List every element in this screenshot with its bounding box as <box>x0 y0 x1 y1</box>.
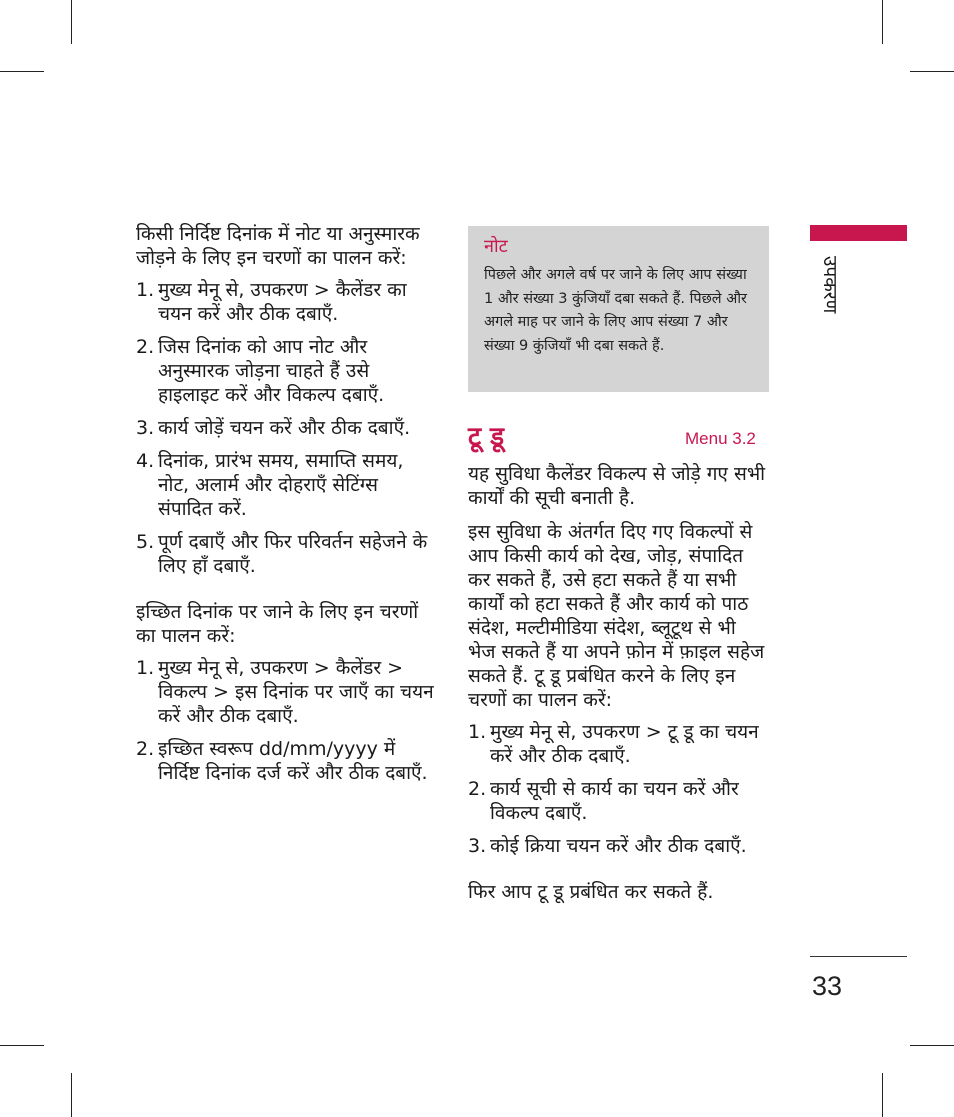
list-item: 1. मुख्य मेनू से, उपकरण > टू डू का चयन करें और ठीक दबाएँ. <box>468 721 759 767</box>
note-title: नोट <box>484 236 508 257</box>
crop-mark <box>882 0 883 44</box>
crop-mark <box>0 71 44 72</box>
steps-add-note <box>136 278 436 578</box>
list-item: 3. कार्य जोड़ें चयन करें और ठीक दबाएँ. <box>136 417 411 439</box>
chapter-tab-label: उपकरण <box>819 256 841 314</box>
list-item: 4. दिनांक, प्रारंभ समय, समाप्ति समय, नोट, अलार्म और दोहराएँ सेटिंग्स संपादित करें. <box>136 450 404 520</box>
note-body: पिछले और अगले वर्ष पर जाने के लिए आप संख्या 1 और संख्या 3 कुंजियाँ दबा सकते हैं. पिछले और अगले माह पर जाने के लिए आप संख्या 7 और संख्या 9 कुंजियाँ भी दबा सकते हैं. <box>484 267 747 354</box>
section-title: टू डू <box>468 422 505 452</box>
steps-todo <box>468 720 768 858</box>
section-menu-number: Menu 3.2 <box>685 429 756 448</box>
todo-closing: फिर आप टू डू प्रबंधित कर सकते हैं. <box>468 881 714 903</box>
steps-go-to-date <box>136 656 436 785</box>
list-item: 3. कोई क्रिया चयन करें और ठीक दबाएँ. <box>468 835 747 857</box>
intro-go-to-date: इच्छित दिनांक पर जाने के लिए इन चरणों का पालन करें: <box>136 601 419 647</box>
right-column <box>468 462 768 904</box>
crop-mark <box>910 1045 954 1046</box>
chapter-tab-bar <box>810 225 907 241</box>
crop-mark <box>71 0 72 44</box>
todo-description: यह सुविधा कैलेंडर विकल्प से जोड़े गए सभी कार्यों की सूची बनाती है. <box>468 463 766 509</box>
list-item: 2. इच्छित स्वरूप dd/mm/yyyy में निर्दिष्ट दिनांक दर्ज करें और ठीक दबाएँ. <box>136 738 428 784</box>
crop-mark <box>882 1073 883 1117</box>
list-item: 2. कार्य सूची से कार्य का चयन करें और विकल्प दबाएँ. <box>468 778 739 824</box>
list-item: 2. जिस दिनांक को आप नोट और अनुस्मारक जोड़ना चाहते हैं उसे हाइलाइट करें और विकल्प दबाएँ. <box>136 336 385 406</box>
list-item: 5. पूर्ण दबाएँ और फिर परिवर्तन सहेजने के लिए हाँ दबाएँ. <box>136 531 428 577</box>
list-item: 1. मुख्य मेनू से, उपकरण > कैलेंडर > विकल्प > इस दिनांक पर जाएँ का चयन करें और ठीक दबाएँ. <box>136 657 434 727</box>
crop-mark <box>910 71 954 72</box>
list-item: 1. मुख्य मेनू से, उपकरण > कैलेंडर का चयन करें और ठीक दबाएँ. <box>136 279 407 325</box>
page-number-rule <box>810 956 907 957</box>
page-number: 33 <box>812 971 843 1001</box>
intro-add-note: किसी निर्दिष्ट दिनांक में नोट या अनुस्मारक जोड़ने के लिए इन चरणों का पालन करें: <box>136 223 420 269</box>
crop-mark <box>0 1045 44 1046</box>
note-box <box>468 226 769 392</box>
left-column <box>136 222 436 785</box>
crop-mark <box>71 1073 72 1117</box>
todo-options: इस सुविधा के अंतर्गत दिए गए विकल्पों से आप किसी कार्य को देख, जोड़, संपादित कर सकते हैं, उसे हटा सकते हैं या सभी कार्यों को हटा सकते हैं और कार्य को पाठ संदेश, मल्टीमीडिया संदेश, ब्लूटूथ से भी भेज सकते हैं या अपने फ़ोन में फ़ाइल सहेज सकते हैं. टू डू प्रबंधित करने के लिए इन चरणों का पालन करें: <box>468 521 765 711</box>
